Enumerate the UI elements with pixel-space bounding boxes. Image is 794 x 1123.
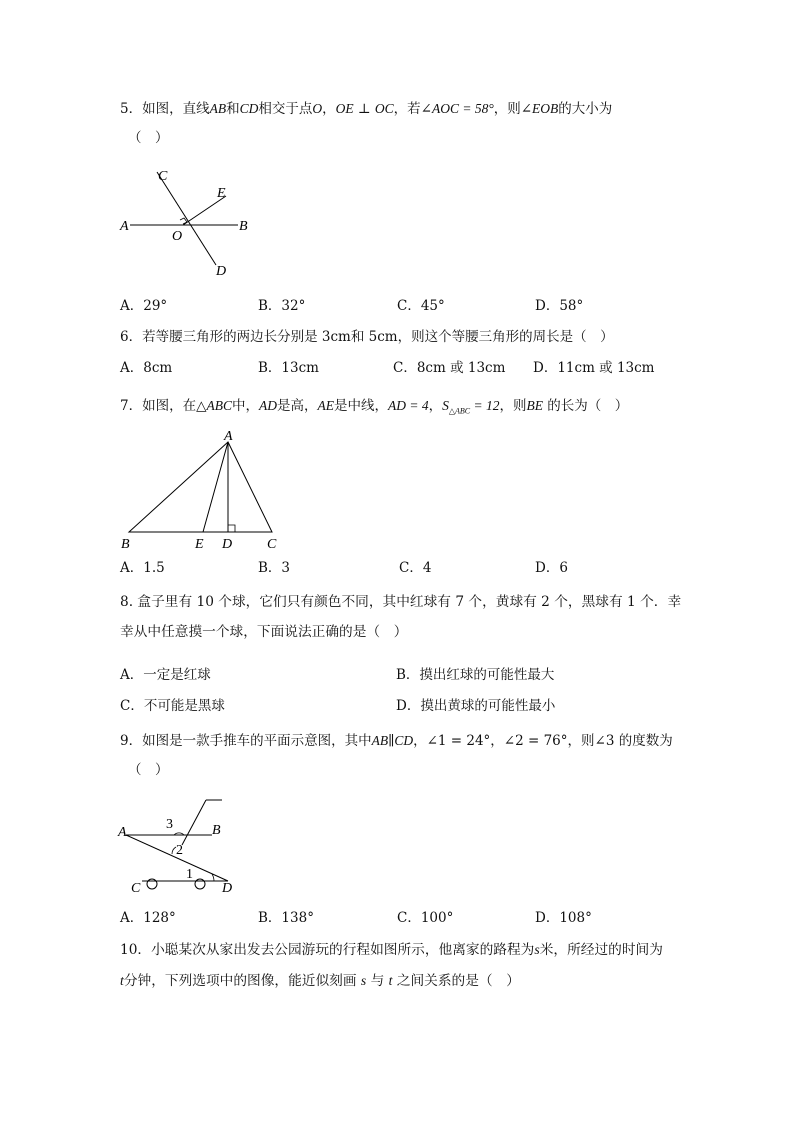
label-a: A	[118, 825, 127, 840]
q9-option-c[interactable]: C．100°	[397, 910, 454, 926]
label-3: 3	[166, 817, 173, 832]
label-d: D	[222, 537, 233, 552]
q8-option-a[interactable]: A．一定是红球	[120, 667, 211, 683]
q10-stem-line2: t分钟，下列选项中的图像，能近似刻画 s 与 t 之间关系的是（ ）	[120, 973, 520, 989]
label-2: 2	[176, 843, 183, 858]
label-a: A	[224, 429, 233, 444]
label-c: C	[267, 537, 277, 552]
line-cd	[157, 172, 216, 265]
right-angle-mark	[228, 525, 235, 532]
q7-option-a[interactable]: A．1.5	[120, 560, 165, 576]
q8-stem-line1: 8. 盒子里有 10 个球，它们只有颜色不同，其中红球有 7 个，黄球有 2 个，黑球有 1 个．幸	[120, 594, 682, 610]
label-b: B	[239, 219, 248, 234]
label-d: D	[216, 264, 227, 279]
label-c: C	[158, 169, 168, 184]
q9-figure	[112, 792, 252, 898]
q5-ab: AB	[209, 101, 227, 116]
q6-stem: 6．若等腰三角形的两边长分别是 3cm和 5cm，则这个等腰三角形的周长是（ ）	[120, 329, 614, 345]
q5-option-d[interactable]: D．58°	[535, 298, 584, 314]
q6-option-a[interactable]: A．8cm	[120, 360, 173, 376]
q8-option-d[interactable]: D．摸出黄球的可能性最小	[396, 698, 556, 714]
label-b: B	[121, 537, 130, 552]
q7-option-d[interactable]: D．6	[535, 560, 568, 576]
q7-stem: 7．如图，在△ABC中，AD是高，AE是中线，AD = 4，$S_{\triangle ABC} = 12$，则BE 的长为（ ）	[120, 398, 629, 416]
q9-option-d[interactable]: D．108°	[535, 910, 592, 926]
q5-figure	[112, 162, 272, 280]
q8-stem-line2: 幸从中任意摸一个球，下面说法正确的是（ ）	[120, 624, 408, 640]
q6-option-c[interactable]: C．8cm 或 13cm	[393, 360, 506, 376]
label-e: E	[195, 537, 204, 552]
q6-option-d[interactable]: D．11cm 或 13cm	[533, 360, 655, 376]
q7-option-c[interactable]: C．4	[399, 560, 432, 576]
q9-option-b[interactable]: B．138°	[258, 910, 314, 926]
q5-stem: 5．如图，直线AB和CD相交于点O，OE ⊥ OC，若∠AOC = 58°，则∠EOB的大小为	[120, 101, 613, 117]
q9-paren: （ ）	[128, 762, 169, 778]
label-d: D	[222, 881, 233, 896]
label-o: O	[172, 229, 183, 244]
label-e: E	[217, 186, 226, 201]
q5-option-c[interactable]: C．45°	[397, 298, 445, 314]
triangle-abc	[129, 442, 272, 532]
q5-paren: （ ）	[128, 130, 169, 146]
line-ad	[126, 835, 228, 881]
median-ae	[203, 442, 228, 532]
q6-option-b[interactable]: B．13cm	[258, 360, 319, 376]
q7-figure	[112, 424, 302, 552]
q8-option-b[interactable]: B．摸出红球的可能性最大	[396, 667, 555, 683]
label-1: 1	[186, 867, 193, 882]
q10-stem-line1: 10．小聪某次从家出发去公园游玩的行程如图所示，他离家的路程为s米，所经过的时间为	[120, 942, 663, 958]
q8-option-c[interactable]: C．不可能是黑球	[120, 698, 225, 714]
label-c: C	[131, 881, 141, 896]
handle	[182, 800, 206, 845]
q7-option-b[interactable]: B．3	[258, 560, 291, 576]
q9-stem: 9．如图是一款手推车的平面示意图，其中AB∥CD，∠1 = 24°，∠2 = 76°，则∠3 的度数为	[120, 733, 673, 749]
q5-option-b[interactable]: B．32°	[258, 298, 306, 314]
label-a: A	[120, 219, 129, 234]
q9-option-a[interactable]: A．128°	[120, 910, 176, 926]
label-b: B	[212, 823, 221, 838]
q5-option-a[interactable]: A．29°	[120, 298, 168, 314]
